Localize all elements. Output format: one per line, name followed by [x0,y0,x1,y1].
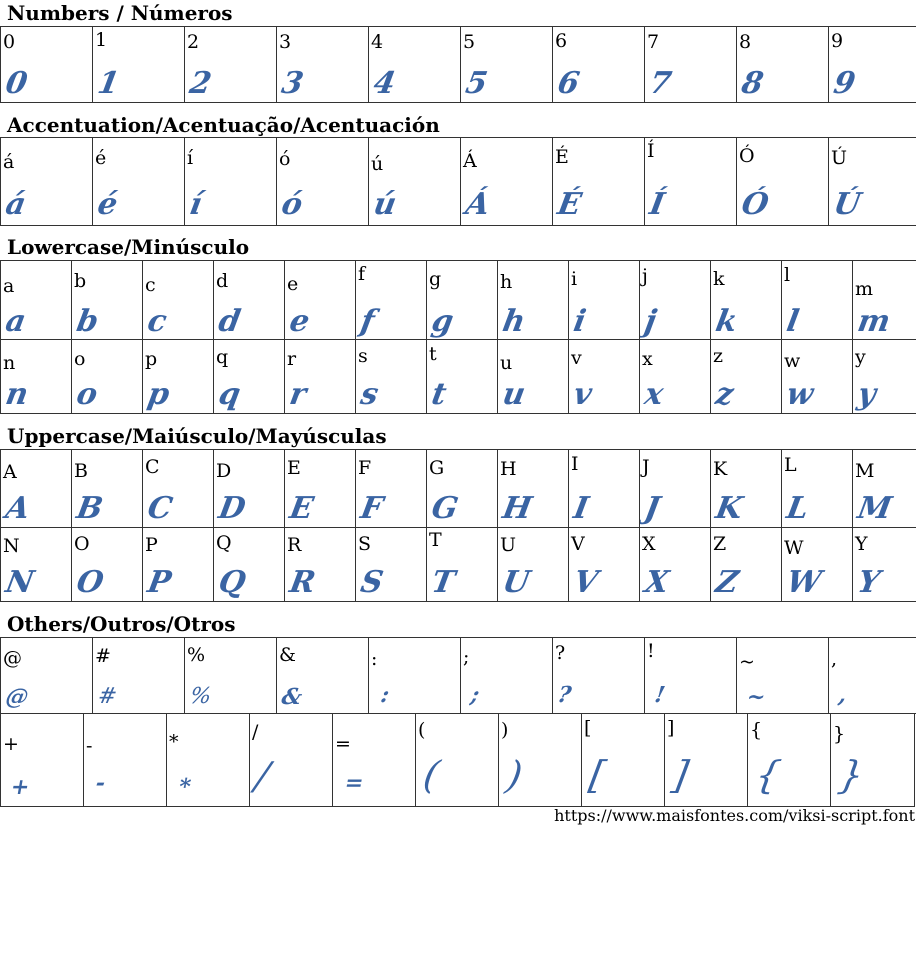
glyph-sample: K [713,491,746,526]
char-label: e [287,273,299,295]
char-label: v [571,347,582,369]
glyph-row [1,27,916,103]
glyph-sample: C [145,491,176,526]
char-label: 7 [647,31,660,53]
glyph-sample: r [287,377,309,412]
glyph-cell [333,714,416,807]
glyph-sample: M [855,491,895,526]
char-label: y [855,346,866,368]
char-label: N [3,535,20,557]
glyph-sample: g [429,304,457,339]
char-label: ; [463,646,470,668]
glyph-cell [72,261,143,340]
char-label: Ó [739,145,755,167]
char-label: { [750,719,763,741]
glyph-sample: J [642,491,663,526]
glyph-cell [285,340,356,414]
glyph-cell [853,450,916,528]
glyph-sample: * [176,774,193,800]
glyph-cell [640,450,711,528]
glyph-cell [498,528,569,602]
char-label: i [571,268,578,290]
glyph-sample: L [784,491,812,526]
glyph-sample: d [216,304,244,339]
glyph-cell [498,450,569,528]
glyph-sample: I [571,491,592,526]
char-label: é [95,147,107,169]
char-label: = [335,733,351,755]
char-label: ( [418,719,426,741]
glyph-cell [185,638,277,714]
char-label: I [571,453,579,475]
glyph-cell [277,27,369,103]
glyph-sample: a [3,304,29,339]
char-label: H [500,458,517,480]
glyph-sample: ] [669,753,692,797]
char-label: n [3,352,16,374]
glyph-sample: ó [279,187,306,222]
glyph-sample: P [145,565,174,600]
glyph-cell [853,261,916,340]
glyph-sample: t [429,377,450,412]
glyph-row [1,528,916,602]
glyph-sample: & [279,684,305,710]
char-label: ? [555,642,566,664]
glyph-cell [569,450,640,528]
glyph-cell [214,528,285,602]
glyph-cell [645,138,737,226]
glyph-cell [427,528,498,602]
char-label: 9 [831,30,844,52]
glyph-sample: u [500,377,528,412]
glyph-cell [143,528,214,602]
glyph-cell [167,714,250,807]
glyph-row [1,261,916,340]
glyph-sample: Q [216,565,249,600]
glyph-sample: v [571,377,595,412]
section-title-others: Others/Outros/Otros [7,612,236,636]
char-label: m [855,278,874,300]
glyph-sample: % [187,684,214,709]
glyph-sample: í [187,187,205,222]
char-label: Q [216,532,232,554]
glyph-sample: x [642,377,667,412]
glyph-sample: n [3,377,31,412]
char-label: a [3,275,15,297]
glyph-sample: U [500,565,533,600]
char-label: j [642,265,648,287]
glyph-cell [711,340,782,414]
char-label: Á [463,150,477,172]
char-label: G [429,457,445,479]
char-label: P [145,534,158,556]
section-title-numbers: Numbers / Números [7,1,233,25]
glyph-sample: Y [855,565,883,600]
char-label: Í [647,140,655,162]
glyph-cell [640,261,711,340]
glyph-cell [1,528,72,602]
char-label: E [287,457,301,479]
glyph-sample: Ú [831,187,864,222]
glyph-table-others-row2 [0,713,915,807]
char-label: 5 [463,31,476,53]
section-title-accentuation: Accentuation/Acentuação/Acentuación [7,113,440,137]
glyph-sample: q [216,377,244,412]
glyph-sample: ú [371,187,399,222]
glyph-cell [461,138,553,226]
glyph-sample: V [571,565,601,600]
section-title-lowercase: Lowercase/Minúsculo [7,235,250,259]
glyph-sample: Í [647,187,668,222]
glyph-sample: i [571,304,589,339]
glyph-cell [214,340,285,414]
char-label: Z [713,533,727,555]
glyph-sample: y [855,377,879,412]
char-label: 4 [371,31,384,53]
glyph-cell [1,138,93,226]
glyph-sample: ) [503,753,526,797]
glyph-sample: : [378,682,392,708]
glyph-cell [711,528,782,602]
glyph-cell [853,340,916,414]
glyph-cell [250,714,333,807]
glyph-sample: + [8,774,32,800]
section-title-uppercase: Uppercase/Maiúsculo/Mayúsculas [7,424,387,448]
char-label: r [287,348,297,370]
glyph-sample: 8 [739,66,767,101]
glyph-cell [285,528,356,602]
glyph-cell [285,261,356,340]
glyph-sample: c [145,304,170,339]
glyph-cell [277,138,369,226]
char-label: g [429,268,442,290]
char-label: [ [584,717,592,739]
glyph-sample: 2 [187,66,215,101]
glyph-cell [711,450,782,528]
glyph-sample: Z [713,565,742,600]
glyph-cell [645,27,737,103]
glyph-cell [748,714,831,807]
char-label: k [713,268,725,290]
glyph-cell [831,714,915,807]
glyph-cell [285,450,356,528]
glyph-sample: h [500,304,528,339]
glyph-sample: 0 [3,66,31,101]
char-label: @ [3,647,22,669]
char-label: s [358,345,368,367]
glyph-sample: Ó [739,187,772,222]
char-label: 8 [739,31,752,53]
glyph-cell [461,638,553,714]
glyph-cell [369,27,461,103]
glyph-sample: Á [463,187,493,222]
glyph-sample: , [836,682,849,708]
char-label: R [287,534,302,556]
glyph-sample: } [835,753,868,797]
char-label: ! [647,640,655,662]
char-label: 1 [95,29,108,51]
glyph-sample: W [784,565,824,600]
char-label: C [145,456,160,478]
glyph-cell [143,450,214,528]
glyph-cell [853,528,916,602]
source-url: https://www.maisfontes.com/viksi-script.font [554,806,915,825]
glyph-cell [427,261,498,340]
char-label: f [358,263,366,285]
glyph-cell [185,27,277,103]
char-label: / [252,721,259,743]
glyph-sample: H [500,491,535,526]
glyph-table-uppercase [0,449,916,602]
glyph-cell [369,638,461,714]
glyph-sample: / [252,754,273,798]
char-label: V [571,533,585,555]
char-label: B [74,460,88,482]
char-label: - [86,735,93,757]
glyph-cell [553,27,645,103]
glyph-sample: = [342,770,366,796]
glyph-sample: N [3,565,37,600]
char-label: , [831,648,838,670]
glyph-sample: F [358,491,386,526]
glyph-cell [553,138,645,226]
glyph-sample: ~ [744,684,768,710]
glyph-cell [498,261,569,340]
glyph-cell [185,138,277,226]
glyph-sample: [ [586,753,609,797]
glyph-sample: 1 [95,66,123,101]
glyph-sample: É [555,187,585,222]
char-label: u [500,352,513,374]
char-label: % [187,644,206,666]
glyph-cell [143,340,214,414]
glyph-cell [711,261,782,340]
glyph-cell [829,27,916,103]
glyph-sample: { [752,753,785,797]
glyph-cell [93,638,185,714]
glyph-sample: A [3,491,33,526]
glyph-sample: 9 [831,66,859,101]
glyph-sample: b [74,304,102,339]
glyph-sample: - [93,770,108,796]
glyph-sample: m [855,304,893,339]
glyph-sample: 6 [555,66,583,101]
glyph-cell [737,638,829,714]
char-label: ú [371,153,384,175]
glyph-sample: D [216,491,249,526]
glyph-table-accentuation [0,137,916,226]
char-label: í [187,147,194,169]
char-label: b [74,270,87,292]
glyph-table-numbers [0,26,916,103]
glyph-cell [640,528,711,602]
char-label: 3 [279,31,292,53]
char-label: X [642,533,656,555]
char-label: q [216,346,229,368]
glyph-cell [782,261,853,340]
glyph-cell [427,340,498,414]
glyph-cell [1,714,84,807]
glyph-sample: f [358,304,378,339]
char-label: o [74,348,86,370]
char-label: ) [501,719,509,741]
glyph-cell [72,340,143,414]
char-label: } [833,723,846,745]
char-label: A [3,461,17,483]
char-label: J [642,456,650,478]
glyph-cell [737,27,829,103]
char-label: á [3,151,15,173]
glyph-cell [72,450,143,528]
char-label: F [358,457,372,479]
glyph-cell [499,714,582,807]
glyph-cell [72,528,143,602]
glyph-cell [782,450,853,528]
char-label: U [500,534,517,556]
glyph-cell [214,261,285,340]
glyph-sample: p [145,377,173,412]
glyph-sample: l [784,304,802,339]
glyph-sample: z [713,377,737,412]
char-label: d [216,270,229,292]
glyph-sample: 3 [279,66,307,101]
glyph-cell [569,261,640,340]
glyph-sample: O [74,565,107,600]
glyph-sample: o [74,377,101,412]
glyph-cell [1,450,72,528]
glyph-table-others-row1 [0,637,916,714]
glyph-cell [582,714,665,807]
glyph-row [1,340,916,414]
char-label: T [429,529,442,551]
char-label: ~ [739,651,755,673]
glyph-cell [84,714,167,807]
char-label: w [784,350,801,372]
char-label: * [169,731,179,753]
glyph-sample: é [95,187,121,222]
glyph-cell [829,138,916,226]
glyph-cell [640,340,711,414]
char-label: c [145,274,156,296]
glyph-cell [277,638,369,714]
glyph-cell [214,450,285,528]
glyph-cell [461,27,553,103]
char-label: ó [279,148,291,170]
char-label: O [74,533,90,555]
glyph-sample: @ [3,684,31,710]
glyph-cell [782,340,853,414]
char-label: p [145,348,158,370]
char-label: K [713,458,728,480]
glyph-sample: ! [652,682,667,708]
glyph-sample: X [642,565,672,600]
glyph-row [1,638,916,714]
glyph-row [1,138,916,226]
char-label: D [216,460,232,482]
glyph-cell [93,27,185,103]
glyph-sample: e [287,304,313,339]
glyph-cell [356,528,427,602]
char-label: : [371,648,378,670]
char-label: Ú [831,147,848,169]
glyph-sample: R [287,565,319,600]
char-label: + [3,733,19,755]
char-label: t [429,343,437,365]
glyph-cell [143,261,214,340]
char-label: Y [855,533,868,555]
char-label: & [279,644,296,666]
glyph-cell [1,27,93,103]
glyph-cell [782,528,853,602]
glyph-cell [356,450,427,528]
glyph-row [1,450,916,528]
glyph-cell [1,261,72,340]
glyph-cell [93,138,185,226]
glyph-sample: G [429,491,461,526]
glyph-sample: # [95,684,119,709]
char-label: z [713,345,724,367]
glyph-sample: 5 [463,66,491,101]
char-label: 6 [555,30,568,52]
glyph-sample: á [3,187,29,222]
glyph-cell [645,638,737,714]
glyph-sample: w [784,377,817,412]
glyph-sample: 7 [647,66,675,101]
glyph-cell [569,340,640,414]
glyph-sample: s [358,377,382,412]
glyph-cell [569,528,640,602]
char-label: h [500,271,513,293]
glyph-cell [356,261,427,340]
glyph-sample: ( [420,753,443,797]
glyph-sample: j [642,304,660,339]
glyph-cell [553,638,645,714]
glyph-cell [737,138,829,226]
glyph-cell [416,714,499,807]
glyph-cell [1,340,72,414]
glyph-cell [498,340,569,414]
glyph-sample: 4 [371,66,399,101]
char-label: M [855,460,875,482]
glyph-row [1,714,915,807]
char-label: # [95,645,111,667]
glyph-sample: E [287,491,317,526]
char-label: S [358,533,372,555]
glyph-table-lowercase [0,260,916,414]
glyph-cell [369,138,461,226]
char-label: ] [667,717,675,739]
glyph-cell [1,638,93,714]
char-label: 2 [187,31,200,53]
glyph-cell [356,340,427,414]
glyph-sample: ? [555,682,574,708]
char-label: x [642,348,653,370]
char-label: 0 [3,31,16,53]
glyph-cell [829,638,916,714]
glyph-sample: B [74,491,106,526]
char-label: W [784,537,804,559]
glyph-cell [427,450,498,528]
glyph-sample: T [429,565,458,600]
char-label: l [784,264,791,286]
glyph-sample: ; [468,682,482,708]
glyph-sample: S [358,565,386,600]
char-label: É [555,146,569,168]
char-label: L [784,454,797,476]
glyph-cell [665,714,748,807]
glyph-sample: k [713,304,740,339]
